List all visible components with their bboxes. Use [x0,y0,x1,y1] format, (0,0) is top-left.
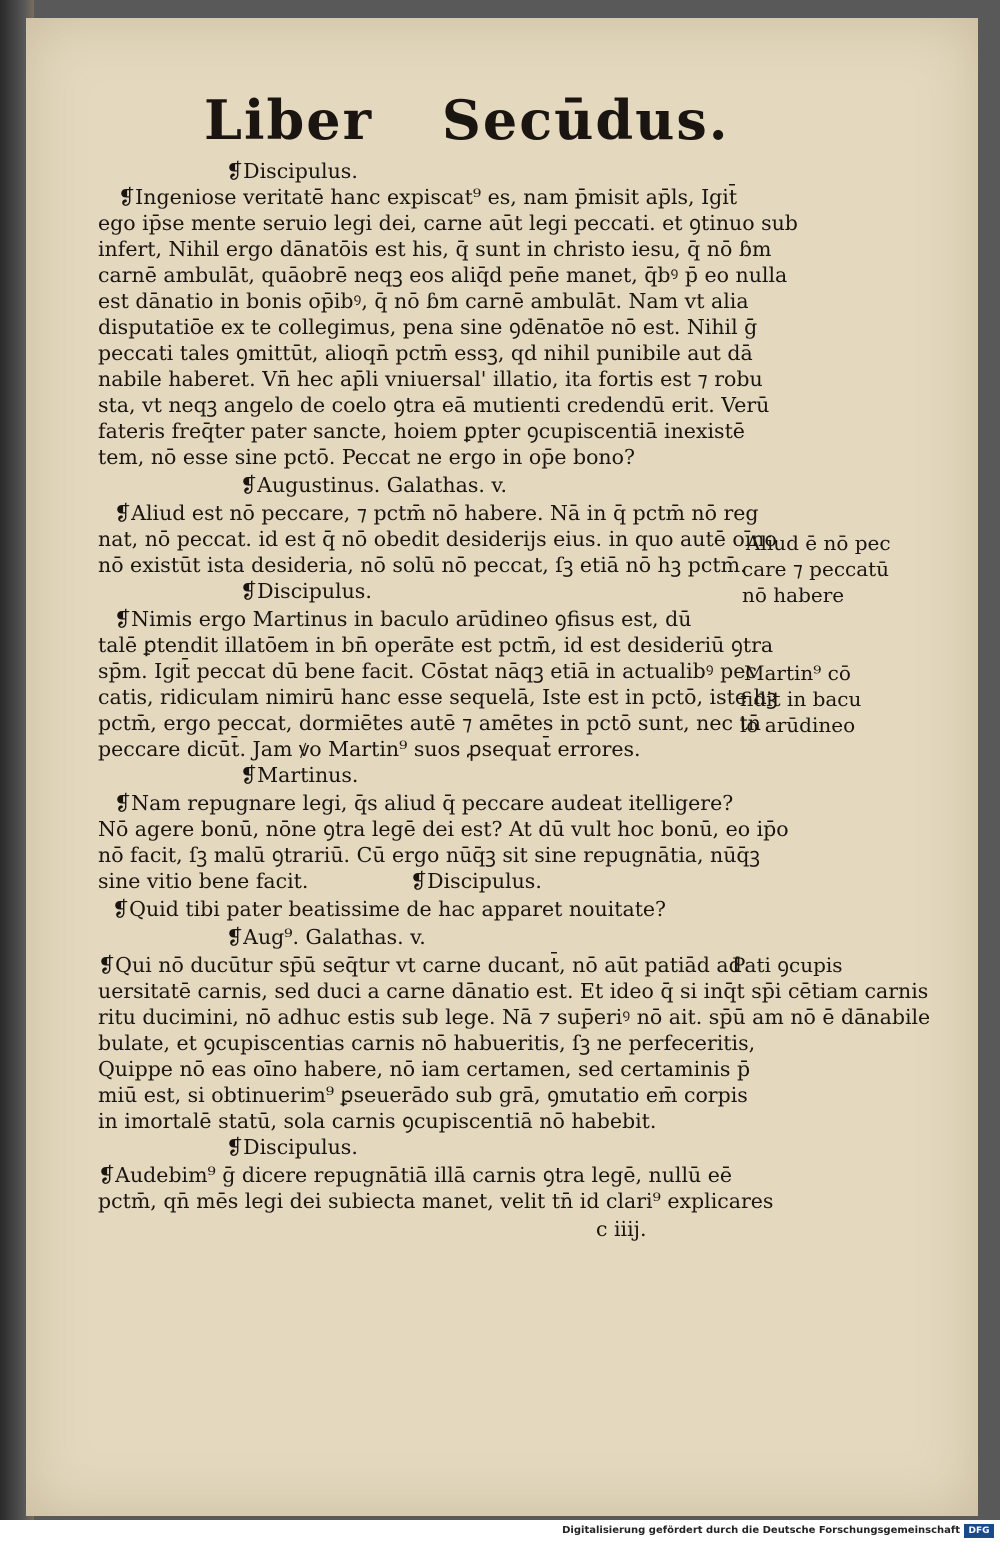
margin-note: nō habere [742,583,845,607]
text-line: ❡Nimis ergo Martinus in baculo arūdineo ꝯfisus est, dū [114,607,692,631]
heading-augustinus: ❡Aug⁹. Galathas. v. [226,925,426,949]
text-line: ❡Nam repugnare legi, q̄s aliud q̄ peccare audeat itelligere? [114,791,734,815]
text-line: tem, nō esse sine pctō. Peccat ne ergo in op̄e bono? [98,445,635,469]
text-line: ❡Ingeniose veritatē hanc expiscat⁹ es, nam p̄misit ap̄ls, Igit̄ [118,185,738,209]
text-line: ego ip̄se mente seruio legi dei, carne aūt legi peccati. et ꝯtinuo sub [98,211,798,235]
text-line: Nō agere bonū, nōne ꝯtra legē dei est? At dū vult hoc bonū, eo ip̄o [98,817,789,841]
text-line: catis, ridiculam nimirū hanc esse sequelā, Iste est in pctō, iste hꝫ [98,685,778,709]
text-line: miū est, si obtinuerim⁹ ꝑseuerādo sub grā, ꝯmutatio em̄ corpis [98,1083,748,1107]
margin-note: Pati ꝯcupis [732,953,843,977]
margin-note: Aliud ē nō pec [746,531,891,555]
heading-discipulus: ❡Discipulus. [226,1135,358,1159]
book-page [26,18,978,1516]
footer-bar [0,1520,1000,1542]
heading-augustinus: ❡Augustinus. Galathas. v. [240,473,508,497]
text-line: bulate, et ꝯcupiscentias carnis nō habueritis, ſꝫ ne perfeceritis, [98,1031,756,1055]
text-line: sta, vt neqꝫ angelo de coelo ꝯtra eā mutienti credendū erit. Verū [98,393,770,417]
text-line: uersitatē carnis, sed duci a carne dānatio est. Et ideo q̄ si inq̄t sp̄i cētiam carnis [98,979,929,1003]
text-line: Quippe nō eas oīno habere, nō iam certamen, sed certaminis p̄ [98,1057,751,1081]
text-line: ritu ducimini, nō adhuc estis sub lege. Nā ⁊ sup̄eriꝰ nō ait. sp̄ū am nō ē dānabile [98,1005,931,1029]
text-line: ❡Qui nō ducūtur sp̄ū seq̄tur vt carne ducant̄, nō aūt patiād ad [98,953,742,977]
text-line: ❡Quid tibi pater beatissime de hac apparet nouitate? [112,897,667,921]
signature-mark: c iiij. [596,1217,647,1241]
text-line: ❡Audebim⁹ ḡ dicere repugnātiā illā carnis ꝯtra legē, nullū eē [98,1163,733,1187]
text-line: nabile haberet. Vn̄ hec ap̄li vniuersal' illatio, ita fortis est ⁊ robu [98,367,763,391]
text-line: infert, Nihil ergo dānatōis est his, q̄ sunt in christo iesu, q̄ nō ɓm [98,237,772,261]
margin-note: lo arūdineo [740,713,856,737]
text-line: ❡Aliud est nō peccare, ⁊ pctm̄ nō habere. Nā in q̄ pctm̄ nō reg [114,501,759,525]
heading-martinus: ❡Martinus. [240,763,359,787]
dfg-logo-icon: DFG [964,1524,994,1538]
text-line: in imortalē statū, sola carnis ꝯcupiscentiā nō habebit. [98,1109,657,1133]
text-line: sp̄m. Igit̄ peccat dū bene facit. Cōstat nāqꝫ etiā in actualibꝰ pec [98,659,757,683]
text-line: peccare dicūt̄. Jam ꝟo Martin⁹ suos ꝓsequat̄ errores. [98,737,641,761]
heading-discipulus: ❡Discipulus. [240,579,372,603]
margin-note: Martin⁹ cō [744,661,851,685]
margin-note: care ⁊ peccatū [742,557,890,581]
text-line: disputatiōe ex te collegimus, pena sine ꝯdēnatōe nō est. Nihil ḡ [98,315,758,339]
page-title: Liber Secūdus. [204,88,730,152]
footer-credit: Digitalisierung gefördert durch die Deutsche Forschungsgemeinschaft [562,1525,960,1536]
text-line: est dānatio in bonis op̄ibꝰ, q̄ nō ɓm carnē ambulāt. Nam vt alia [98,289,749,313]
text-line: pctm̄, ergo peccat, dormiētes autē ⁊ amētes in pctō sunt, nec tn̄ [98,711,761,735]
text-line: nō existūt ista desideria, nō solū nō peccat, ſꝫ etiā nō hꝫ pctm̄. [98,553,747,577]
text-line: peccati tales ꝯmittūt, alioqn̄ pctm̄ essꝫ, qd nihil punibile aut dā [98,341,753,365]
text-line: sine vitio bene facit. [98,869,309,893]
text-line: carnē ambulāt, quāobrē neqꝫ eos aliq̄d pen̄e manet, q̄bꝰ p̄ eo nulla [98,263,788,287]
text-line: fateris freq̄ter pater sancte, hoiem ꝑpter ꝯcupiscentiā inexistē [98,419,745,443]
heading-discipulus: ❡Discipulus. [410,869,542,893]
text-line: nat, nō peccat. id est q̄ nō obedit desiderijs eius. in quo autē oīno [98,527,777,551]
text-line: nō facit, ſꝫ malū ꝯtrariū. Cū ergo nūq̄ꝫ sit sine repugnātia, nūq̄ꝫ [98,843,761,867]
text-line: pctm̄, qn̄ mēs legi dei subiecta manet, velit tn̄ id clari⁹ explicares [98,1189,774,1213]
heading-discipulus: ❡Discipulus. [226,159,358,183]
margin-note: fidit in bacu [740,687,862,711]
text-line: talē ꝑtendit illatōem in bn̄ operāte est pctm̄, id est desideriū ꝯtra [98,633,774,657]
